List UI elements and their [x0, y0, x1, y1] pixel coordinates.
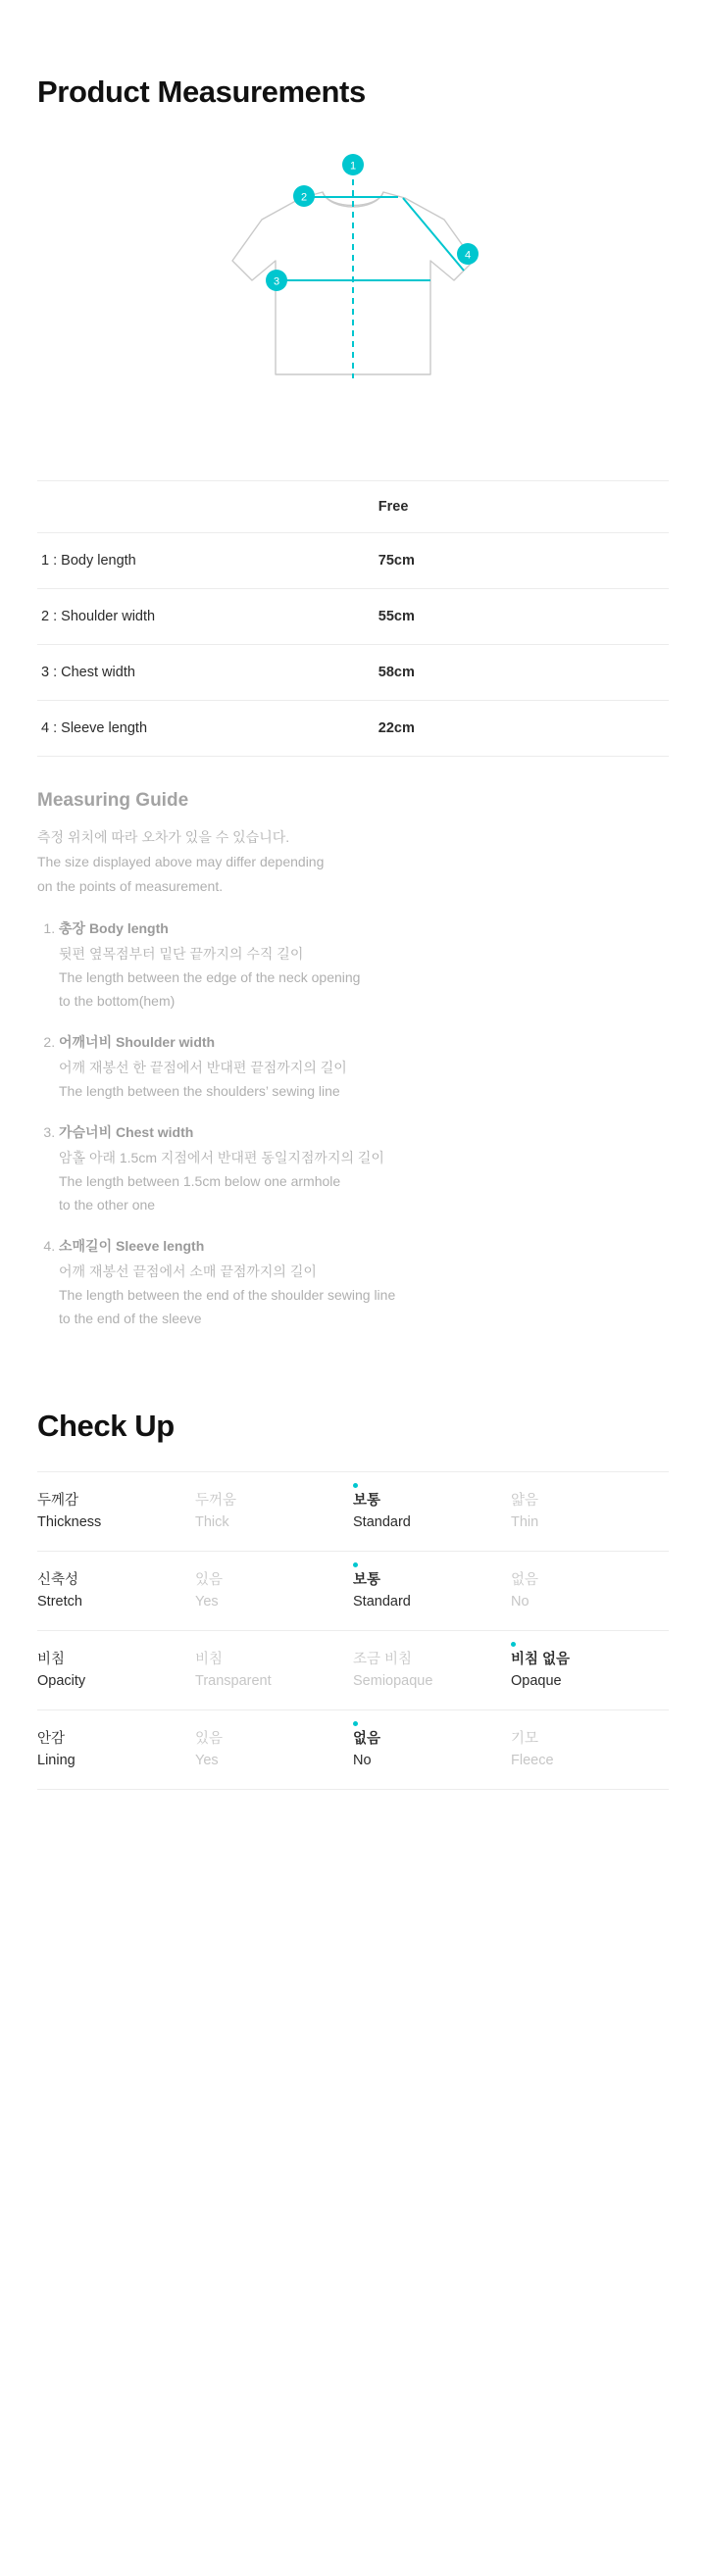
measurements-table-head — [37, 481, 669, 533]
checkup-label-ko: 신축성 — [37, 1572, 79, 1588]
marker-2 — [293, 185, 315, 207]
tshirt-diagram-svg — [191, 151, 515, 406]
measuring-guide-list — [37, 916, 669, 1330]
table-row — [37, 589, 669, 645]
guide-item-title: 4. 소매길이 Sleeve length — [59, 1238, 205, 1254]
marker-4 — [457, 243, 479, 265]
list-item — [59, 1234, 669, 1330]
checkup-label-en: Stretch — [37, 1594, 82, 1610]
checkup-table-body — [37, 1472, 669, 1790]
checkup-option-ko: 보통 — [353, 1493, 381, 1509]
checkup-option-en: Thin — [511, 1514, 539, 1530]
checkup-option-en: No — [511, 1594, 530, 1610]
table-row — [37, 1552, 669, 1631]
selected-dot-icon — [353, 1562, 358, 1567]
measurement-label: 1 : Body length — [37, 533, 378, 589]
checkup-option-selected[interactable] — [353, 1472, 511, 1552]
guide-item-line: 뒷편 옆목점부터 밑단 끝까지의 수직 길이 — [59, 946, 304, 962]
guide-note-line: on the points of measurement. — [37, 878, 224, 894]
checkup-option-en: Yes — [195, 1594, 219, 1610]
measurement-label: 3 : Chest width — [37, 645, 378, 701]
checkup-option-en: No — [353, 1753, 372, 1768]
marker-4-label: 4 — [464, 249, 472, 262]
checkup-label-ko: 두께감 — [37, 1493, 79, 1509]
guide-item-line: The length between the shoulders’ sewing line — [59, 1083, 340, 1099]
selected-dot-icon — [353, 1721, 358, 1726]
checkup-option-en: Fleece — [511, 1753, 554, 1768]
measuring-guide-section — [37, 790, 669, 1330]
checkup-option-ko: 얇음 — [511, 1493, 539, 1509]
measurement-value: 22cm — [378, 701, 669, 757]
table-row — [37, 701, 669, 757]
checkup-option[interactable] — [511, 1710, 669, 1790]
table-row — [37, 645, 669, 701]
guide-item-line: to the bottom(hem) — [59, 993, 176, 1009]
checkup-option-ko: 없음 — [511, 1572, 539, 1588]
checkup-option-ko: 비침 — [195, 1652, 224, 1667]
measurement-label: 2 : Shoulder width — [37, 589, 378, 645]
checkup-option-ko: 기모 — [511, 1731, 539, 1747]
measurement-label: 4 : Sleeve length — [37, 701, 378, 757]
checkup-row-label — [37, 1552, 195, 1631]
guide-item-line: to the end of the sleeve — [59, 1311, 202, 1326]
checkup-option-en: Standard — [353, 1514, 411, 1530]
measurement-value: 75cm — [378, 533, 669, 589]
guide-item-line: The length between the edge of the neck opening — [59, 969, 361, 985]
checkup-option[interactable] — [353, 1631, 511, 1710]
selected-dot-icon — [511, 1642, 516, 1647]
list-item — [59, 916, 669, 1013]
guide-item-line: 어깨 재봉선 한 끝점에서 반대편 끝점까지의 길이 — [59, 1060, 347, 1075]
size-column-header: Free — [378, 481, 669, 533]
marker-1 — [342, 154, 364, 175]
checkup-label-ko: 비침 — [37, 1652, 66, 1667]
guide-item-line: to the other one — [59, 1197, 156, 1213]
checkup-label-ko: 안감 — [37, 1731, 66, 1747]
checkup-option-en: Transparent — [195, 1673, 272, 1689]
checkup-row-label — [37, 1631, 195, 1710]
checkup-option-ko: 조금 비침 — [353, 1652, 413, 1667]
selected-dot-icon — [353, 1483, 358, 1488]
measurements-table — [37, 480, 669, 757]
checkup-option-selected[interactable] — [353, 1710, 511, 1790]
table-header-row — [37, 481, 669, 533]
checkup-option-ko: 비침 없음 — [511, 1652, 571, 1667]
guide-item-title: 1. 총장 Body length — [59, 920, 169, 936]
table-row — [37, 533, 669, 589]
measurement-name-header — [37, 481, 378, 533]
guide-item-line: 암홀 아래 1.5cm 지점에서 반대편 동일지점까지의 길이 — [59, 1150, 384, 1165]
checkup-option-ko: 두꺼움 — [195, 1493, 237, 1509]
table-row — [37, 1631, 669, 1710]
checkup-label-en: Opacity — [37, 1673, 86, 1689]
checkup-option[interactable] — [195, 1472, 353, 1552]
list-item — [59, 1120, 669, 1216]
checkup-option-en: Standard — [353, 1594, 411, 1610]
guide-item-line: The length between 1.5cm below one armhole — [59, 1173, 341, 1189]
guide-note-line: The size displayed above may differ depending — [37, 854, 325, 869]
guide-item-title: 3. 가슴너비 Chest width — [59, 1124, 194, 1140]
checkup-option[interactable] — [511, 1552, 669, 1631]
checkup-row-label — [37, 1472, 195, 1552]
measurements-table-body — [37, 533, 669, 757]
list-item — [59, 1030, 669, 1103]
checkup-option-en: Opaque — [511, 1673, 562, 1689]
guide-item-line: 어깨 재봉선 끝점에서 소매 끝점까지의 길이 — [59, 1263, 317, 1279]
marker-1-label: 1 — [349, 160, 357, 173]
checkup-option-ko: 없음 — [353, 1731, 381, 1747]
checkup-option[interactable] — [195, 1552, 353, 1631]
checkup-option-ko: 있음 — [195, 1731, 224, 1747]
marker-3 — [266, 270, 287, 291]
checkup-option-selected[interactable] — [353, 1552, 511, 1631]
marker-2-label: 2 — [300, 191, 308, 204]
checkup-option-en: Semiopaque — [353, 1673, 433, 1689]
checkup-label-en: Lining — [37, 1753, 76, 1768]
guide-item-line: The length between the end of the shoulder sewing line — [59, 1287, 396, 1303]
checkup-option[interactable] — [195, 1631, 353, 1710]
checkup-table — [37, 1471, 669, 1790]
tshirt-measurement-diagram — [37, 151, 669, 445]
checkup-option-en: Thick — [195, 1514, 229, 1530]
table-row — [37, 1710, 669, 1790]
table-row — [37, 1472, 669, 1552]
checkup-option-ko: 있음 — [195, 1572, 224, 1588]
checkup-option-ko: 보통 — [353, 1572, 381, 1588]
measuring-guide-note — [37, 825, 669, 899]
checkup-option[interactable] — [195, 1710, 353, 1790]
checkup-title: Check Up — [37, 1409, 175, 1443]
checkup-option-en: Yes — [195, 1753, 219, 1768]
page-title: Product Measurements — [37, 74, 366, 109]
checkup-row-label — [37, 1710, 195, 1790]
measurement-value: 58cm — [378, 645, 669, 701]
measuring-guide-title: Measuring Guide — [37, 790, 189, 811]
guide-item-title: 2. 어깨너비 Shoulder width — [59, 1034, 216, 1050]
checkup-option[interactable] — [511, 1472, 669, 1552]
marker-3-label: 3 — [273, 275, 280, 288]
measurement-value: 55cm — [378, 589, 669, 645]
checkup-option-selected[interactable] — [511, 1631, 669, 1710]
checkup-label-en: Thickness — [37, 1514, 102, 1530]
guide-note-line: 측정 위치에 따라 오차가 있을 수 있습니다. — [37, 829, 290, 845]
